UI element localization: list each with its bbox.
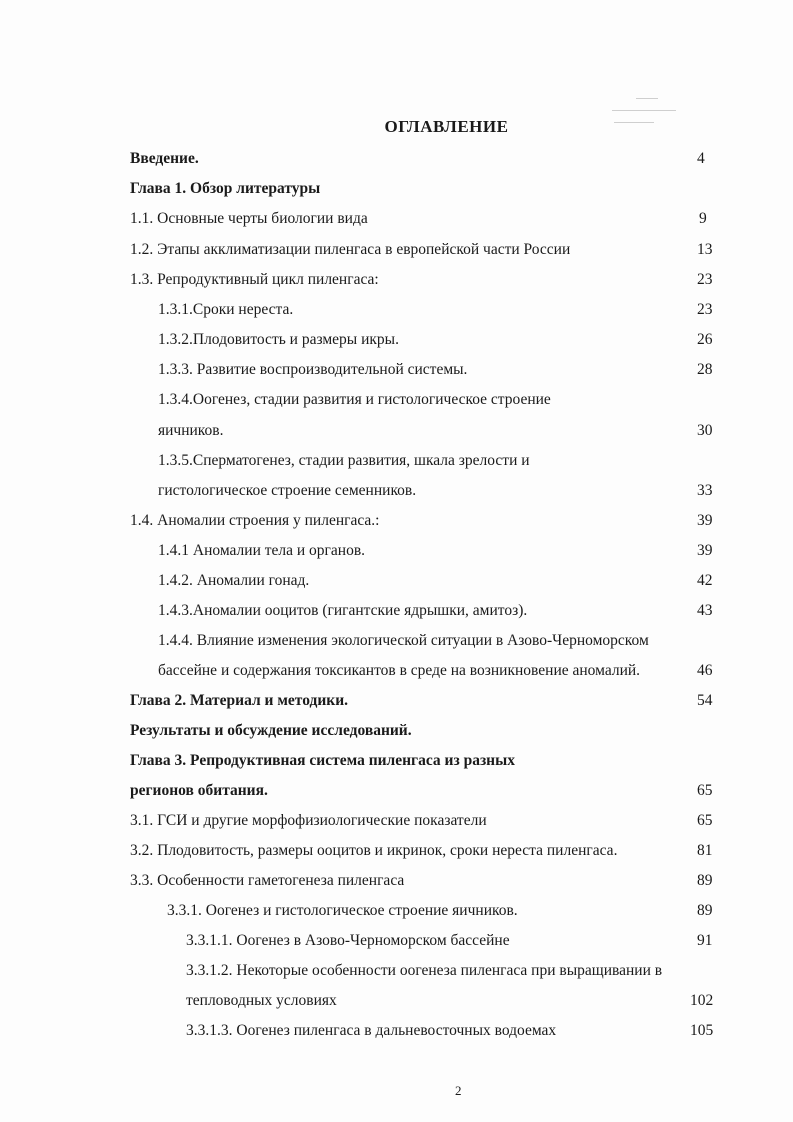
toc-entry-page: 43 xyxy=(697,602,713,619)
toc-entry-page: 65 xyxy=(697,782,713,799)
toc-entry-page: 30 xyxy=(697,422,713,439)
toc-entry-page: 39 xyxy=(697,542,713,559)
toc-entry xyxy=(0,870,793,892)
toc-entry xyxy=(0,660,793,682)
toc-entry-page: 91 xyxy=(697,932,713,949)
toc-entry-title: Глава 2. Материал и методики. xyxy=(130,692,348,709)
toc-entry xyxy=(0,178,793,200)
toc-entry-page: 9 xyxy=(699,210,707,227)
toc-entry xyxy=(0,930,793,952)
toc-entry-title: 1.3.2.Плодовитость и размеры икры. xyxy=(158,331,399,348)
toc-entry-title: 3.2. Плодовитость, размеры ооцитов и икринок, сроки нереста пиленгаса. xyxy=(130,842,618,859)
toc-entry-title: 1.4.1 Аномалии тела и органов. xyxy=(158,542,366,559)
toc-entry-title: 1.3.1.Сроки нереста. xyxy=(158,301,294,318)
toc-entry xyxy=(0,510,793,532)
toc-entry-page: 42 xyxy=(697,572,713,589)
toc-heading: ОГЛАВЛЕНИЕ xyxy=(384,117,509,136)
toc-entry-title: яичников. xyxy=(158,422,224,439)
page-number: 2 xyxy=(455,1083,462,1098)
toc-entry xyxy=(0,750,793,772)
toc-entry xyxy=(0,810,793,832)
scan-speck xyxy=(636,98,658,99)
scan-speck xyxy=(612,110,676,111)
toc-entry xyxy=(0,208,793,230)
toc-entry-title: Результаты и обсуждение исследований. xyxy=(130,722,412,739)
toc-entry xyxy=(0,960,793,982)
toc-entry xyxy=(0,780,793,802)
toc-entry-title: 3.3.1.1. Оогенез в Азово-Черноморском бассейне xyxy=(186,932,510,949)
toc-entry-title: 3.3.1.3. Оогенез пиленгаса в дальневосточных водоемах xyxy=(186,1022,557,1039)
toc-entry-page: 102 xyxy=(690,992,714,1009)
toc-entry xyxy=(0,148,793,170)
toc-entry-title: 1.1. Основные черты биологии вида xyxy=(130,210,368,227)
toc-entry xyxy=(0,900,793,922)
toc-entry-title: Глава 3. Репродуктивная система пиленгаса из разных xyxy=(130,752,515,769)
toc-entry-page: 33 xyxy=(697,482,713,499)
toc-entry-title: Глава 1. Обзор литературы xyxy=(130,180,321,197)
toc-entry-title: бассейне и содержания токсикантов в среде на возникновение аномалий. xyxy=(158,662,641,679)
toc-entry-title: 3.1. ГСИ и другие морфофизиологические показатели xyxy=(130,812,487,829)
toc-entry-title: 3.3.1.2. Некоторые особенности оогенеза пиленгаса при выращивании в xyxy=(186,962,663,979)
toc-entry-page: 105 xyxy=(690,1022,714,1039)
toc-entry-title: регионов обитания. xyxy=(130,782,268,799)
toc-entry-page: 89 xyxy=(697,902,713,919)
toc-entry-title: 1.4. Аномалии строения у пиленгаса.: xyxy=(130,512,380,529)
toc-entry xyxy=(0,239,793,261)
toc-entry-title: 1.4.3.Аномалии ооцитов (гигантские ядрышки, амитоз). xyxy=(158,602,528,619)
toc-entry xyxy=(0,299,793,321)
toc-entry xyxy=(0,389,793,411)
toc-entry xyxy=(0,630,793,652)
toc-entry xyxy=(0,420,793,442)
toc-entry-title: 1.3.5.Сперматогенез, стадии развития, шкала зрелости и xyxy=(158,452,530,469)
toc-entry xyxy=(0,840,793,862)
toc-entry-title: тепловодных условиях xyxy=(186,992,337,1009)
toc-entry-title: 3.3.1. Оогенез и гистологическое строение яичников. xyxy=(167,902,518,919)
toc-entry xyxy=(0,480,793,502)
toc-entry xyxy=(0,329,793,351)
toc-entry-page: 4 xyxy=(697,150,705,167)
toc-entry xyxy=(0,359,793,381)
toc-entry-title: 1.4.4. Влияние изменения экологической ситуации в Азово-Черноморском xyxy=(158,632,649,649)
toc-entry-title: 1.4.2. Аномалии гонад. xyxy=(158,572,310,589)
toc-entry xyxy=(0,600,793,622)
toc-entry-title: гистологическое строение семенников. xyxy=(158,482,417,499)
toc-entry xyxy=(0,690,793,712)
toc-entry-title: 3.3. Особенности гаметогенеза пиленгаса xyxy=(130,872,405,889)
toc-entry xyxy=(0,990,793,1012)
toc-entry xyxy=(0,570,793,592)
toc-entry-page: 13 xyxy=(697,241,713,258)
toc-entry-title: 1.3. Репродуктивный цикл пиленгаса: xyxy=(130,271,379,288)
toc-entry-title: 1.3.3. Развитие воспроизводительной системы. xyxy=(158,361,468,378)
toc-entry xyxy=(0,720,793,742)
toc-entry-page: 26 xyxy=(697,331,713,348)
toc-entry-page: 39 xyxy=(697,512,713,529)
toc-entry-title: 1.3.4.Оогенез, стадии развития и гистологическое строение xyxy=(158,391,551,408)
toc-entry xyxy=(0,450,793,472)
toc-entry-page: 89 xyxy=(697,872,713,889)
toc-entry-page: 54 xyxy=(697,692,713,709)
toc-entry-page: 46 xyxy=(697,662,713,679)
toc-entry-page: 28 xyxy=(697,361,713,378)
toc-entry-title: Введение. xyxy=(130,150,199,167)
toc-entry-page: 65 xyxy=(697,812,713,829)
toc-entry-page: 81 xyxy=(697,842,713,859)
toc-entry xyxy=(0,269,793,291)
toc-entry xyxy=(0,1020,793,1042)
toc-entry xyxy=(0,540,793,562)
toc-entry-page: 23 xyxy=(697,301,713,318)
toc-entry-page: 23 xyxy=(697,271,713,288)
toc-entry-title: 1.2. Этапы акклиматизации пиленгаса в европейской части России xyxy=(130,241,571,258)
